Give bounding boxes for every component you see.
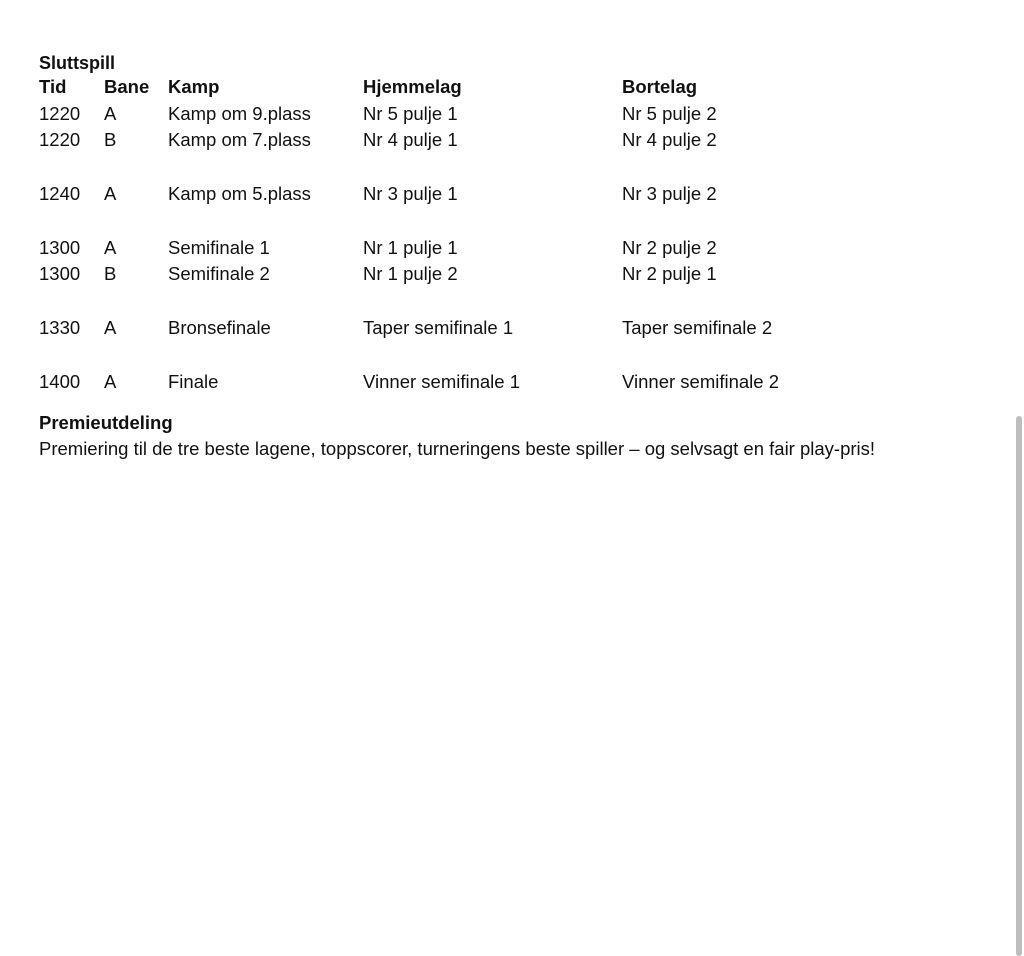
- section-title: Sluttspill: [39, 53, 115, 73]
- cell-bane: B: [104, 129, 117, 151]
- cell-hjemmelag: Nr 1 pulje 2: [363, 263, 458, 285]
- cell-bane: A: [104, 317, 117, 339]
- cell-bane: A: [104, 236, 117, 258]
- cell-hjemmelag: Taper semifinale 1: [363, 317, 514, 339]
- cell-kamp: Bronsefinale: [168, 317, 271, 339]
- cell-hjemmelag: Nr 3 pulje 1: [363, 183, 458, 205]
- cell-tid: 1330: [39, 317, 81, 339]
- column-header-tid: Tid: [39, 76, 67, 97]
- cell-hjemmelag: Vinner semifinale 1: [363, 370, 520, 392]
- table-row: [39, 261, 999, 288]
- cell-hjemmelag: Nr 1 pulje 1: [363, 236, 458, 258]
- cell-bortelag: Nr 2 pulje 1: [622, 263, 717, 285]
- cell-bane: A: [104, 183, 117, 205]
- table-header-row: [39, 74, 999, 101]
- table-row: [39, 315, 999, 342]
- cell-bortelag: Nr 2 pulje 2: [622, 236, 717, 258]
- cell-bortelag: Taper semifinale 2: [622, 317, 773, 339]
- column-header-kamp: Kamp: [168, 76, 220, 97]
- table-row: [39, 369, 999, 396]
- cell-tid: 1220: [39, 129, 81, 151]
- table-row: [39, 127, 999, 154]
- cell-bane: B: [104, 263, 117, 285]
- cell-hjemmelag: Nr 5 pulje 1: [363, 102, 458, 124]
- cell-bane: A: [104, 102, 117, 124]
- document-page: [39, 52, 999, 462]
- cell-kamp: Kamp om 9.plass: [168, 102, 311, 124]
- cell-kamp: Finale: [168, 370, 219, 392]
- table-row: [39, 181, 999, 208]
- row-spacer: [39, 208, 999, 235]
- cell-kamp: Kamp om 5.plass: [168, 183, 311, 205]
- cell-tid: 1300: [39, 263, 81, 285]
- prize-text: Premiering til de tre beste lagene, toppscorer, turneringens beste spiller – og selvsagt en fair play-pris!: [39, 437, 876, 459]
- cell-tid: 1240: [39, 183, 81, 205]
- cell-tid: 1220: [39, 102, 81, 124]
- cell-kamp: Kamp om 7.plass: [168, 129, 311, 151]
- column-header-bortelag: Bortelag: [622, 76, 698, 97]
- table-row: [39, 235, 999, 262]
- prize-title: Premieutdeling: [39, 411, 173, 433]
- row-spacer: [39, 288, 999, 315]
- row-spacer: [39, 342, 999, 369]
- vertical-scrollbar[interactable]: [1016, 416, 1022, 956]
- cell-bortelag: Vinner semifinale 2: [622, 370, 779, 392]
- cell-kamp: Semifinale 2: [168, 263, 270, 285]
- table-row: [39, 101, 999, 128]
- cell-bortelag: Nr 5 pulje 2: [622, 102, 717, 124]
- row-spacer: [39, 154, 999, 181]
- cell-bortelag: Nr 3 pulje 2: [622, 183, 717, 205]
- cell-tid: 1300: [39, 236, 81, 258]
- cell-bortelag: Nr 4 pulje 2: [622, 129, 717, 151]
- column-header-hjemmelag: Hjemmelag: [363, 76, 462, 97]
- cell-hjemmelag: Nr 4 pulje 1: [363, 129, 458, 151]
- cell-kamp: Semifinale 1: [168, 236, 270, 258]
- cell-bane: A: [104, 370, 117, 392]
- column-header-bane: Bane: [104, 76, 150, 97]
- cell-tid: 1400: [39, 370, 81, 392]
